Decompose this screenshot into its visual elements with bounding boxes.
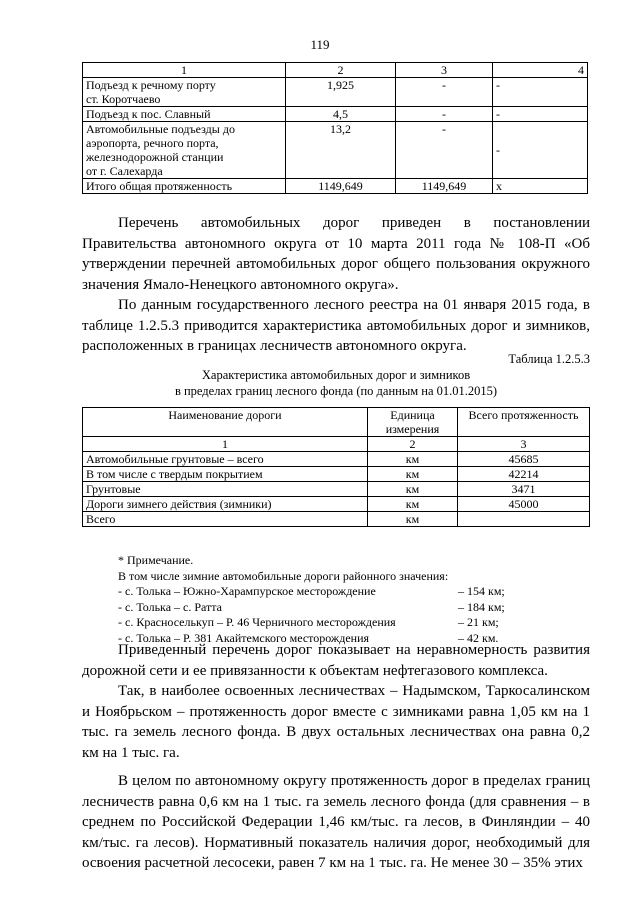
paragraph: Перечень автомобильных дорог приведен в постановлении Правительства автономного округа от 10 марта 2011 года № 108-П «Об утверждении перечней автомобильных дорог общего пользования окружного значения Ямало-Ненецкого автономного округа».	[82, 215, 590, 293]
note-road: - с. Толька – Р. 381 Акайтемского месторождения	[118, 630, 370, 645]
paragraph: В целом по автономному округу протяженность дорог в пределах границ лесничеств равна 0,6 км на 1 тыс. га земель лесного фонда (для сравнения – в среднем по Российской Федерации 1,46 км/тыс. га лесов, в Финляндии – 40 км/тыс. га лесов). Нормативный показатель наличия дорог, необходимый для освоения расчетной лесосеки, равен 7 км на 1 тыс. га. Не менее 30 – 35% этих	[82, 773, 590, 871]
cell: -	[396, 107, 493, 122]
road-name: Итого общая протяженность	[83, 179, 286, 194]
cell: 3471	[458, 482, 590, 497]
notes-intro: В том числе зимние автомобильные дороги районного значения:	[118, 568, 449, 583]
cell: х	[493, 179, 588, 194]
cell: км	[368, 467, 458, 482]
header-cell: 4	[493, 63, 588, 78]
table-row	[83, 78, 588, 107]
notes-title: * Примечание.	[118, 553, 194, 567]
note-road: - с. Красноселькуп – Р. 46 Черничного месторождения	[118, 615, 396, 629]
table-row	[83, 122, 588, 179]
cell: км	[368, 452, 458, 467]
cell: Дороги зимнего действия (зимники)	[83, 497, 368, 512]
table-total-row	[83, 179, 588, 194]
table-row	[83, 512, 590, 527]
table-row	[83, 452, 590, 467]
cell: В том числе с твердым покрытием	[83, 467, 368, 482]
note-length: – 21 км;	[458, 615, 499, 629]
note-road: - с. Толька – Южно-Харампурское месторождение	[118, 584, 376, 598]
roads-characteristics-table	[82, 407, 590, 527]
roads-table-continued	[82, 62, 588, 194]
header-cell: Наименование дороги	[83, 408, 368, 437]
cell: -	[493, 122, 588, 179]
cell: 4,5	[286, 107, 396, 122]
note-length: – 42 км.	[458, 630, 499, 645]
cell	[458, 512, 590, 527]
note-length: – 154 км;	[458, 584, 505, 598]
body-text-2	[82, 640, 590, 874]
cell: -	[493, 107, 588, 122]
cell: км	[368, 482, 458, 497]
cell: 1,925	[286, 78, 396, 107]
cell: Автомобильные грунтовые – всего	[83, 452, 368, 467]
cell: 45685	[458, 452, 590, 467]
header-cell: 1	[83, 63, 286, 78]
cell: 1	[83, 437, 368, 452]
table-title-line1: Характеристика автомобильных дорог и зимников	[201, 368, 471, 382]
cell: -	[493, 78, 588, 107]
note-item	[118, 584, 505, 600]
note-item	[118, 600, 505, 616]
road-name: Подъезд к пос. Славный	[83, 107, 286, 122]
cell: км	[368, 497, 458, 512]
table-row	[83, 107, 588, 122]
road-name: Подъезд к речному порту ст. Коротчаево	[83, 78, 286, 107]
table-notes	[118, 553, 505, 646]
table-label: Таблица 1.2.5.3	[508, 352, 590, 366]
table-row	[83, 482, 590, 497]
cell: -	[396, 122, 493, 179]
cell: 13,2	[286, 122, 396, 179]
cell: 1149,649	[286, 179, 396, 194]
paragraph: Приведенный перечень дорог показывает на неравномерность развития дорожной сети и ее привязанности к объектам нефтегазового комплекса.	[82, 642, 590, 679]
table-title-line2: в пределах границ лесного фонда (по данным на 01.01.2015)	[174, 384, 498, 398]
table-row	[83, 467, 590, 482]
cell: 2	[368, 437, 458, 452]
road-name: Автомобильные подъезды до аэропорта, речного порта, железнодорожной станции от г. Салехарда	[83, 122, 286, 179]
note-road: - с. Толька – с. Ратта	[118, 599, 223, 614]
table-header-row	[83, 408, 590, 437]
cell: 42214	[458, 467, 590, 482]
body-text-1	[82, 213, 590, 357]
cell: 3	[458, 437, 590, 452]
cell: 45000	[458, 497, 590, 512]
cell: -	[396, 78, 493, 107]
note-item	[118, 615, 505, 631]
column-number-row	[83, 437, 590, 452]
header-cell: 3	[396, 63, 493, 78]
table-row	[83, 497, 590, 512]
cell: 1149,649	[396, 179, 493, 194]
header-cell: Единица измерения	[368, 408, 458, 437]
table-header-row	[83, 63, 588, 78]
paragraph: По данным государственного лесного реестра на 01 января 2015 года, в таблице 1.2.5.3 приводится характеристика автомобильных дорог и зимников, расположенных в границах лесничеств автономного округа.	[82, 297, 590, 354]
paragraph: Так, в наиболее освоенных лесничествах – Надымском, Таркосалинском и Ноябрьском – протяженность дорог вместе с зимниками равна 1,05 км на 1 тыс. га земель лесного фонда. В двух остальных лесничествах она равна 0,2 км на 1 тыс. га.	[82, 683, 590, 761]
note-length: – 184 км;	[458, 599, 505, 614]
page-number: 119	[310, 37, 330, 52]
cell: Грунтовые	[83, 482, 368, 497]
cell: км	[368, 512, 458, 527]
cell: Всего	[83, 512, 368, 527]
header-cell: Всего протяженность	[458, 408, 590, 437]
header-cell: 2	[286, 63, 396, 78]
